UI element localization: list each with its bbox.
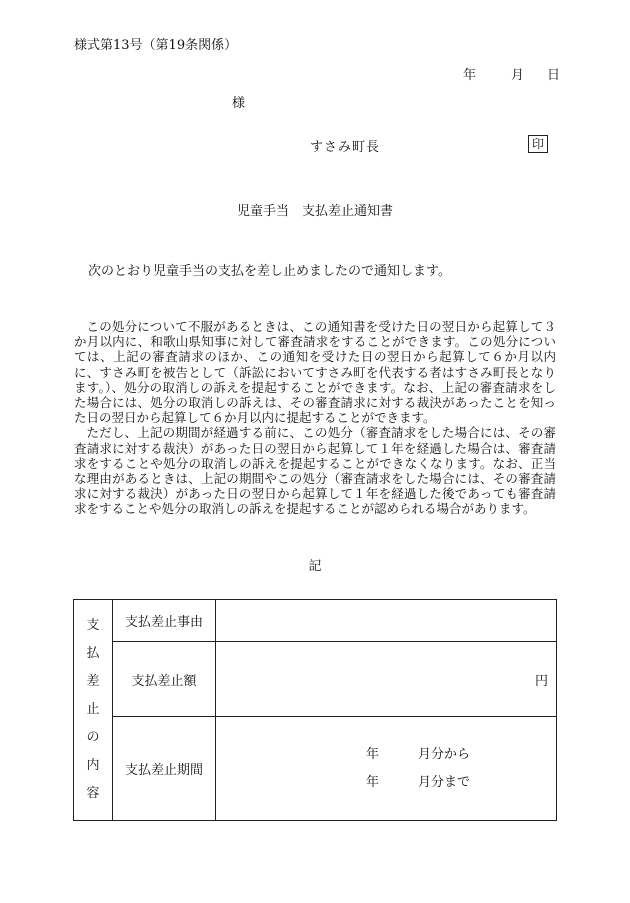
period-from <box>366 741 556 769</box>
period-label: 支払差止期間 <box>113 717 216 821</box>
form-number: 様式第13号（第19条関係） <box>74 38 238 53</box>
period-to-suffix: 月分まで <box>418 774 471 790</box>
vertical-header-char: 差 <box>86 674 100 689</box>
intro-text: 次のとおり児童手当の支払を差し止めましたので通知します。 <box>88 264 451 279</box>
notice-paragraph: この処分について不服があるときは、この通知書を受けた日の翌日から起算して３か月以内に、和歌山県知事に対して審査請求をすることができます。この処分については、上記の審査請求のほか、この通知を受けた日の翌日から起算して６か月以内に、すさみ町を被告として（訴訟においてすさみ町を代表する者はすさみ町長となります。）、処分の取消しの訴えを提起することができます。なお、上記の審査請求をした場合には、処分の取消しの訴えは、その審査請求に対する裁決があったことを知った日の翌日から起算して６か月以内に提起することができます。 <box>74 319 556 426</box>
period-from-suffix: 月分から <box>418 746 471 762</box>
notice-paragraph: ただし、上記の期間が経過する前に、この処分（審査請求をした場合には、その審査請求に対する裁決）があった日の翌日から起算して１年を経過した場合は、審査請求をすることや処分の取消しの訴えを提起することができなくなります。なお、正当な理由があるときは、上記の期間やこの処分（審査請求をした場合には、その審査請求に対する裁決）があった日の翌日から起算して１年を経過した後であっても審査請求をすることや処分の取消しの訴えを提起することが認められる場合があります。 <box>74 425 556 517</box>
date-line <box>463 64 560 83</box>
period-to-year: 年 <box>366 774 380 790</box>
seal-mark: 印 <box>528 135 548 153</box>
period-to <box>366 769 556 797</box>
suspension-details-table <box>73 599 557 821</box>
vertical-header-char: 内 <box>86 758 100 773</box>
reason-label: 支払差止事由 <box>113 600 216 642</box>
amount-value[interactable] <box>216 642 557 717</box>
reason-value[interactable] <box>216 600 557 642</box>
amount-unit: 円 <box>534 673 548 689</box>
vertical-header-char: 払 <box>86 646 100 661</box>
date-month: 月 <box>511 68 525 83</box>
vertical-header-char: 容 <box>86 786 100 801</box>
addressee-suffix: 様 <box>232 96 246 111</box>
vertical-header <box>74 600 113 821</box>
date-year: 年 <box>463 68 477 83</box>
amount-label: 支払差止額 <box>113 642 216 717</box>
vertical-header-char: 支 <box>86 618 100 633</box>
period-from-year: 年 <box>366 746 380 762</box>
vertical-header-char: の <box>86 730 100 745</box>
ki-heading: 記 <box>308 559 322 574</box>
sender-name: すさみ町長 <box>310 140 381 155</box>
document-title: 児童手当 支払差止通知書 <box>236 204 393 219</box>
period-value[interactable] <box>216 717 557 821</box>
date-day: 日 <box>547 68 561 83</box>
appeal-notice <box>74 319 556 517</box>
vertical-header-char: 止 <box>86 702 100 717</box>
